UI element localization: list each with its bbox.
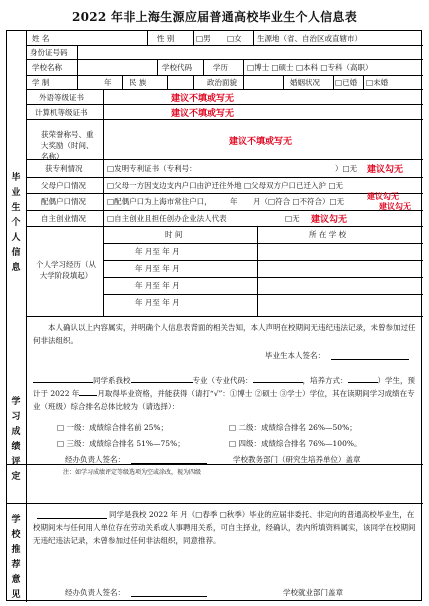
- ethnicity-label: 民 族: [129, 78, 147, 87]
- academic-office-stamp: 学校教务部门（研究生培养单位）盖章: [233, 455, 361, 464]
- study-note: 注：如学习成绩评定等级选项为空或涂改，视为四级: [63, 469, 202, 476]
- gender-female-checkbox[interactable]: □女: [227, 34, 242, 43]
- grade-level-4[interactable]: □ 四级：成绩综合排名 76%—100%。: [229, 439, 362, 448]
- married-checkbox[interactable]: □已婚: [335, 78, 358, 87]
- study-text-4: ）学生，预计于 2022 年: [33, 376, 415, 398]
- startup-checkbox[interactable]: □自主创业且担任创办企业法人代表: [107, 214, 227, 223]
- foreign-cert-label: 外语等级证书: [39, 93, 84, 102]
- name-label: 姓 名: [32, 34, 50, 43]
- study-text-5: 月取得毕业资格，并能获得（请打“√”：①博士 ②硕士 ③学士）学位，其在读期间学习成绩在专业（班级）综合排名总体比较为（请选择）：: [33, 389, 415, 411]
- spouse-options[interactable]: 月（□符合 □不符合）□无: [253, 197, 345, 206]
- page-title: 2022 年非上海生源应届普通高校毕业生个人信息表: [71, 10, 358, 24]
- student-signature-label: 毕业生本人签名：: [265, 351, 325, 360]
- training-mode-blank[interactable]: [348, 374, 378, 383]
- study-period-3[interactable]: 年 月至 年 月: [135, 281, 180, 290]
- recommend-name-blank[interactable]: [37, 510, 107, 519]
- recommend-manager-signature-line[interactable]: [131, 588, 207, 597]
- time-header: 时 间: [165, 230, 183, 239]
- study-text-3: ，培养方式：: [302, 376, 348, 385]
- section-study-label: 学习成绩评定: [11, 397, 21, 482]
- computer-cert-hint: 建议不填或写无: [171, 109, 235, 119]
- origin-label: 生源地（省、自治区或直辖市）: [257, 34, 362, 43]
- parents-hukou-options[interactable]: □父母一方因支边支内户口由沪迁往外地 □父母双方户口已迁入沪 □无: [107, 181, 344, 190]
- month-blank[interactable]: [79, 387, 97, 396]
- school-code-label: 学校代码: [162, 63, 192, 72]
- grade-level-2[interactable]: □ 二级：成绩综合排名 26%—50%；: [229, 423, 357, 432]
- political-label: 政治面貌: [207, 78, 237, 87]
- section-personal-label: 毕业生个人信息: [11, 173, 21, 273]
- spouse-hukou-checkbox[interactable]: □配偶户口为上海市常住户口，: [107, 197, 212, 206]
- patent-label: 获专利情况: [45, 164, 83, 173]
- recommend-paragraph: 同学是我校 2022 年 月（□春季 □秋季）毕业的应届非委托、非定向的普通高校毕业生，在校期间未与任何用人单位存在劳动关系或人事聘用关系，可自主择业，经确认，表内所填资料属实，该同学在校期间无违纪违法记录，未曾参加过任何非法组织，同意推荐。: [33, 510, 416, 545]
- spouse-hukou-label: 配偶户口情况: [41, 197, 86, 206]
- computer-cert-label: 计算机等级证书: [35, 108, 88, 117]
- study-text-1: 同学系我校: [93, 376, 131, 385]
- marital-label: 婚姻状况: [290, 78, 320, 87]
- form-table: [6, 30, 422, 601]
- id-label: 身份证号码: [30, 48, 68, 57]
- student-signature-line[interactable]: [331, 351, 409, 360]
- study-manager-signature-line[interactable]: [131, 455, 207, 464]
- career-office-stamp: 学校就业部门盖章: [283, 588, 343, 597]
- startup-label: 自主创业情况: [41, 214, 86, 223]
- parents-hukou-label: 父母户口情况: [41, 181, 86, 190]
- recommend-manager-signature-label: 经办负责人签名：: [65, 588, 125, 597]
- patent-checkbox[interactable]: □发明专利证书（专利号：: [107, 164, 197, 173]
- study-manager-signature-label: 经办负责人签名：: [65, 455, 125, 464]
- school-name-label: 学校名称: [32, 63, 62, 72]
- parents-hint: 建议勾无: [367, 192, 399, 201]
- foreign-cert-hint: 建议不填或写无: [171, 94, 235, 104]
- gender-male-checkbox[interactable]: □男: [196, 34, 211, 43]
- study-length-label: 学 制: [32, 78, 50, 87]
- spouse-year: 年: [230, 197, 238, 206]
- major-code-blank[interactable]: [253, 374, 303, 383]
- study-period-1[interactable]: 年 月至 年 月: [135, 247, 180, 256]
- study-history-label: 个人学习经历（从大学阶段填起）: [36, 260, 96, 280]
- gender-label: 性 别: [157, 34, 175, 43]
- degree-label: 学历: [213, 63, 228, 72]
- year-unit: 年: [104, 78, 112, 87]
- study-period-2[interactable]: 年 月至 年 月: [135, 264, 180, 273]
- startup-hint: 建议勾无: [311, 215, 348, 225]
- study-text-2: 专业（专业代码：: [192, 376, 253, 385]
- school-header: 所 在 学 校: [309, 230, 347, 239]
- grade-level-3[interactable]: □ 三级：成绩综合排名 51%—75%；: [57, 439, 185, 448]
- declaration-text: 本人确认以上内容属实，并明确个人信息表背面的相关告知，本人声明在校期间无违纪违法记录，未曾参加过任何非法组织。: [33, 323, 416, 345]
- spouse-hint: 建议勾无: [379, 202, 411, 211]
- degree-options[interactable]: □博士 □硕士 □本科 □专科（高职）: [247, 63, 373, 72]
- honors-label: 获荣誉称号、重大奖励（时间、名称）: [41, 130, 94, 161]
- major-blank[interactable]: [131, 374, 193, 383]
- student-name-blank[interactable]: [33, 374, 93, 383]
- section-recommend-label: 学校推荐意见: [11, 515, 21, 600]
- grade-level-1[interactable]: □ 一级：成绩综合排名前 25%；: [57, 423, 169, 432]
- patent-hint: 建议勾无: [367, 165, 404, 175]
- startup-none-checkbox[interactable]: □无: [285, 214, 300, 223]
- patent-none-checkbox[interactable]: ）□无: [335, 164, 358, 173]
- unmarried-checkbox[interactable]: □未婚: [366, 78, 389, 87]
- study-paragraph: [33, 374, 417, 413]
- honors-hint: 建议不填或写无: [229, 137, 293, 147]
- study-period-4[interactable]: 年 月至 年 月: [135, 298, 180, 307]
